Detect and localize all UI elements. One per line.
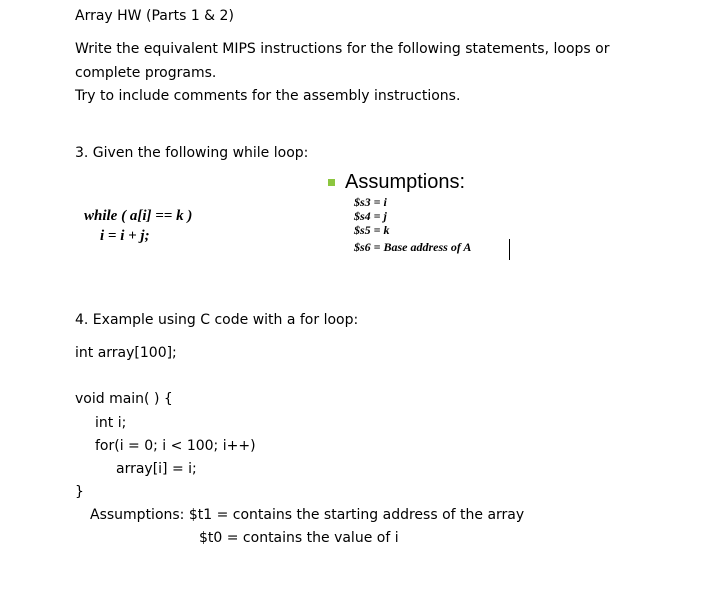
q3-assumption-item: $s5 = k (354, 223, 390, 237)
q4-code-line: for(i = 0; i < 100; i++) (95, 438, 256, 454)
q3-code-line-1: while ( a[i] == k ) (84, 208, 193, 224)
intro-line-2: complete programs. (75, 65, 217, 81)
q3-assumption-item: $s3 = i (354, 195, 387, 209)
q4-code-line: array[i] = i; (116, 461, 197, 477)
q3-assumption-item: $s4 = j (354, 209, 387, 223)
q4-code-line: int i; (95, 415, 127, 431)
q4-assumptions-line-2: $t0 = contains the value of i (199, 530, 399, 546)
page-title: Array HW (Parts 1 & 2) (75, 8, 234, 24)
q4-heading: 4. Example using C code with a for loop: (75, 312, 359, 328)
q4-code-line: void main( ) { (75, 391, 173, 407)
q4-assumptions-line-1: Assumptions: $t1 = contains the starting address of the array (90, 507, 525, 523)
intro-line-3: Try to include comments for the assembly instructions. (75, 88, 461, 104)
intro-line-1: Write the equivalent MIPS instructions for the following statements, loops or (75, 41, 610, 57)
q3-assumption-item: $s6 = Base address of A (354, 240, 472, 254)
q3-assumptions-title: Assumptions: (345, 171, 466, 193)
text-cursor (509, 239, 510, 260)
q3-heading: 3. Given the following while loop: (75, 145, 309, 161)
q4-code-line: int array[100]; (75, 345, 177, 361)
bullet-icon (328, 179, 335, 186)
q3-code-line-2: i = i + j; (100, 228, 150, 244)
q4-code-line: } (75, 484, 84, 500)
